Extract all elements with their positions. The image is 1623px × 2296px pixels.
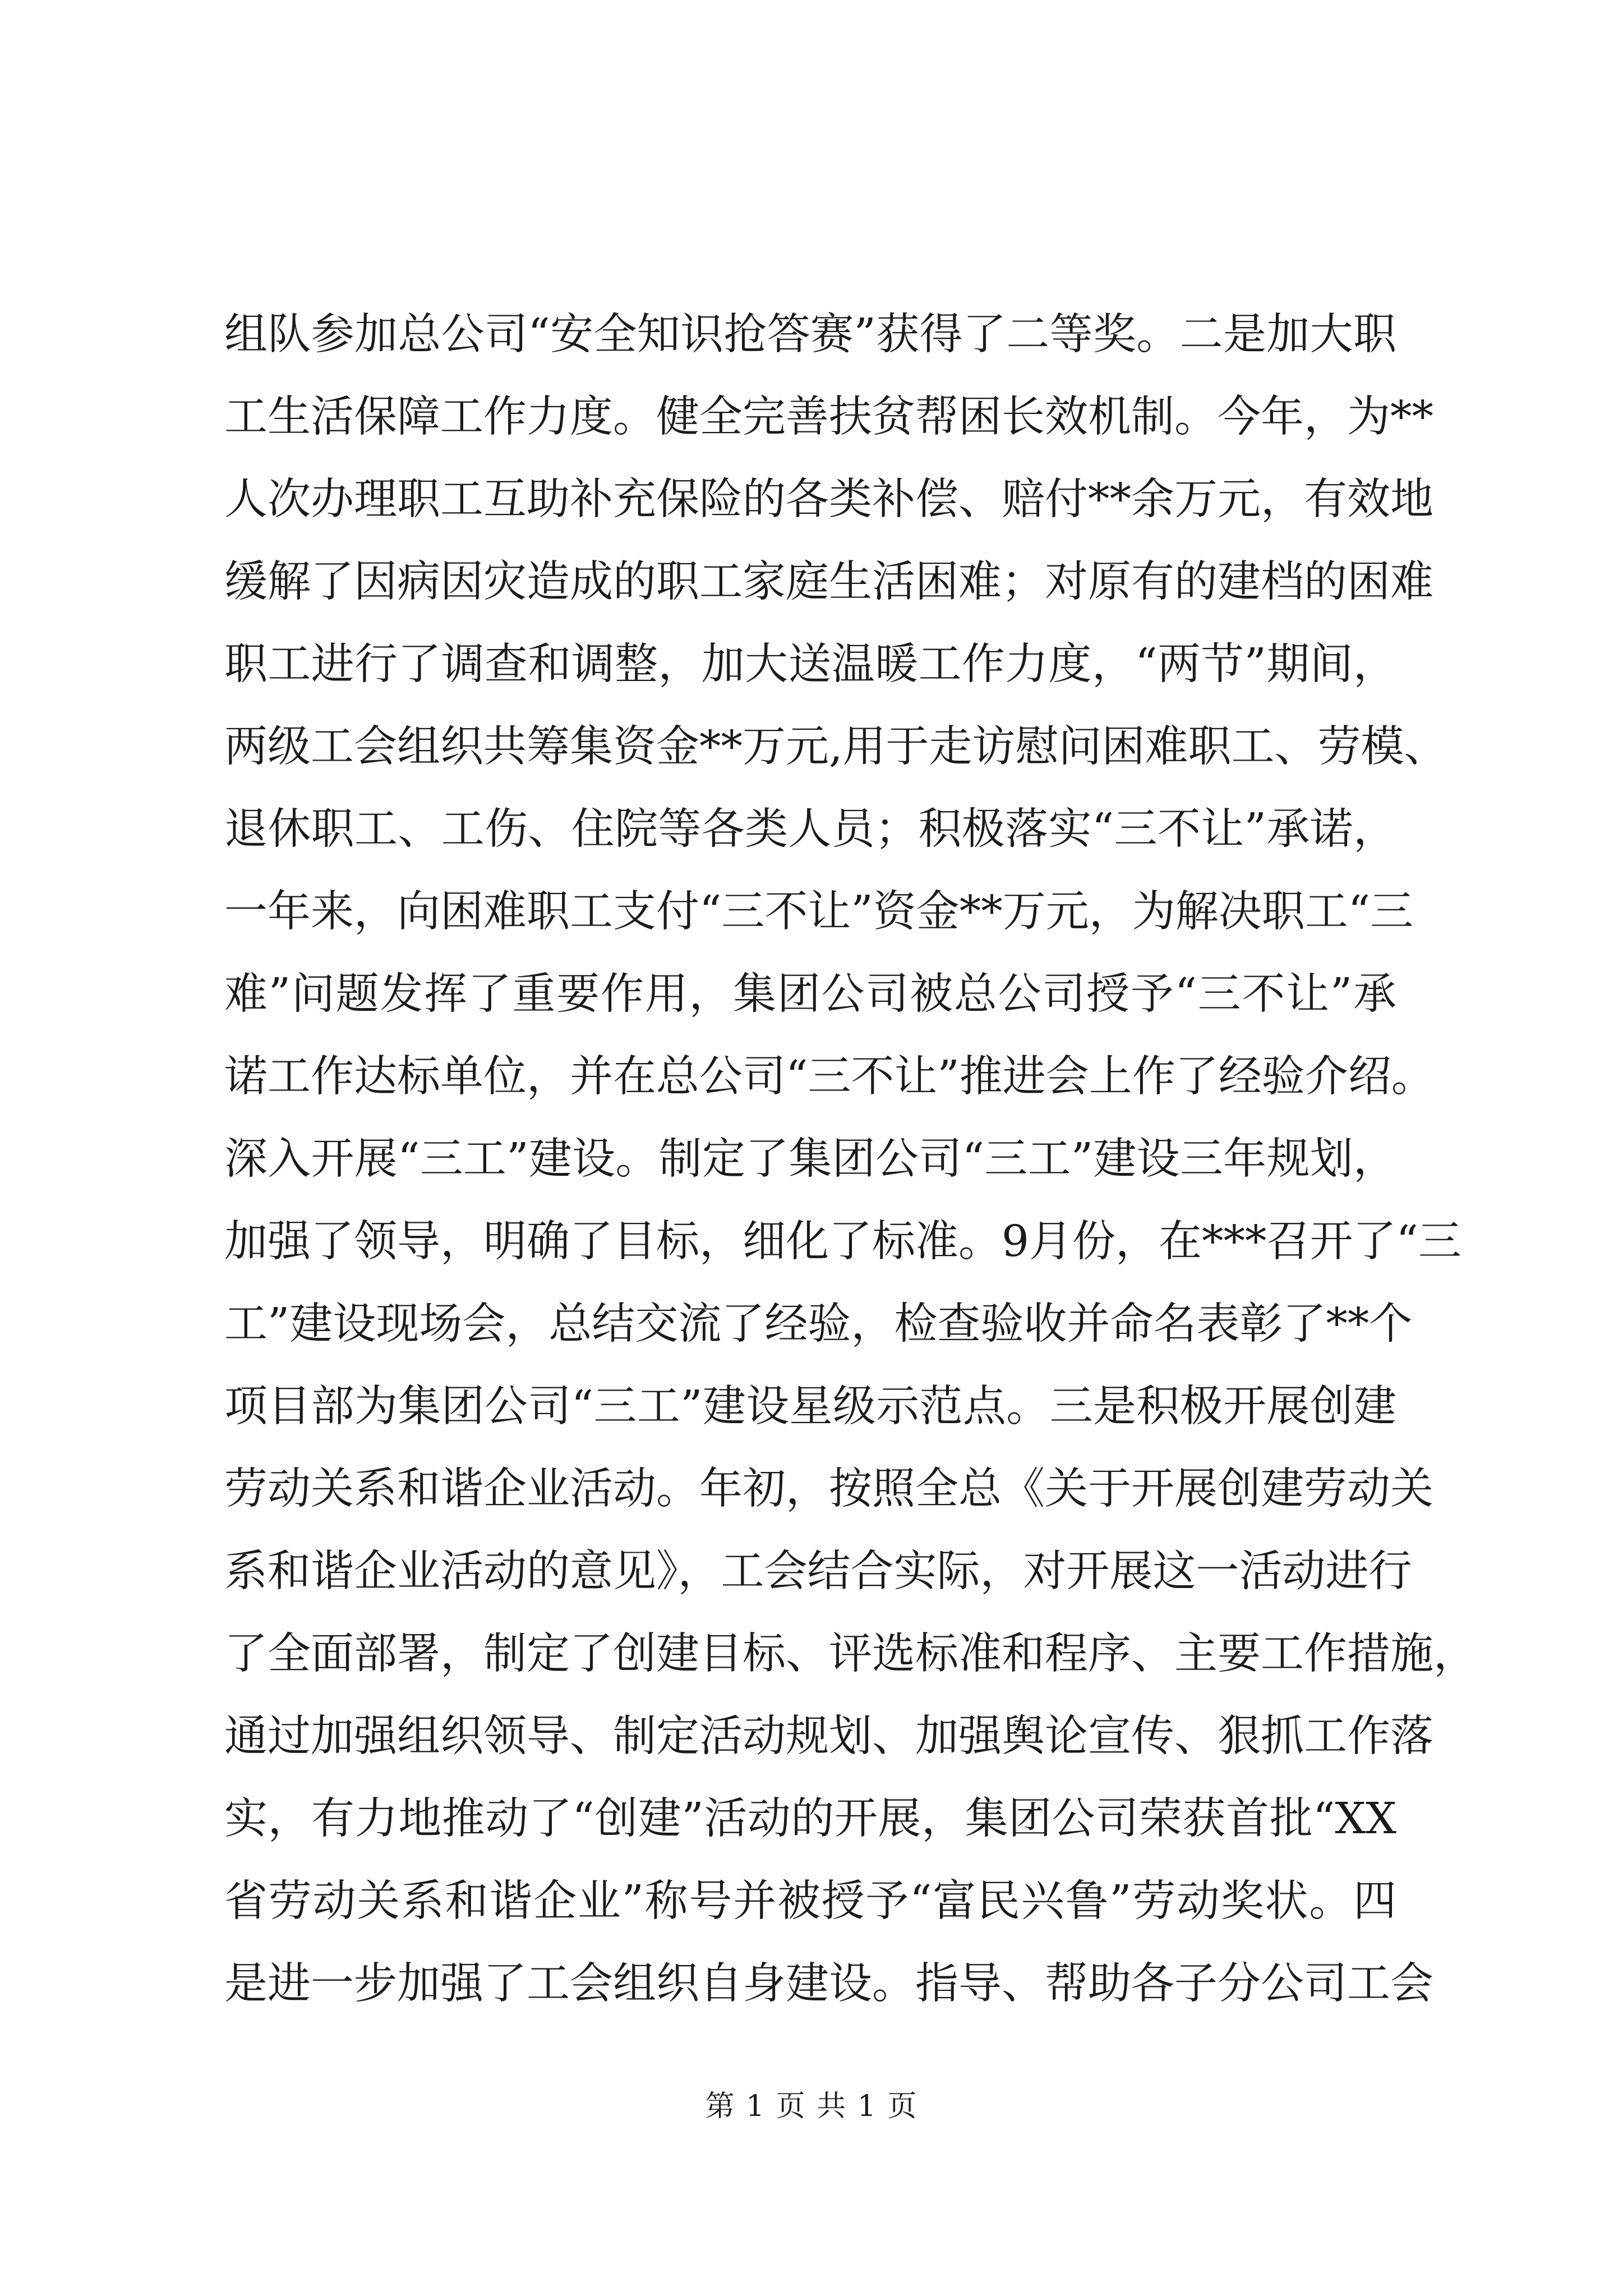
text-line: 职工进行了调查和调整，加大送温暖工作力度，“两节”期间， <box>224 639 1396 689</box>
text-line: 省劳动关系和谐企业”称号并被授予“富民兴鲁”劳动奖状。四 <box>224 1876 1396 1926</box>
text-line: 退休职工、工伤、住院等各类人员；积极落实“三不让”承诺， <box>224 804 1396 854</box>
text-line: 两级工会组织共筹集资金**万元,用于走访慰问困难职工、劳模、 <box>224 722 1447 772</box>
text-line: 是进一步加强了工会组织自身建设。指导、帮助各子分公司工会 <box>224 1959 1433 2009</box>
text-line: 劳动关系和谐企业活动。年初，按照全总《关于开展创建劳动关 <box>224 1464 1433 1514</box>
text-line: 系和谐企业活动的意见》，工会结合实际，对开展这一活动进行 <box>224 1547 1412 1596</box>
text-line: 缓解了因病因灾造成的职工家庭生活困难；对原有的建档的困难 <box>224 557 1433 607</box>
text-line: 项目部为集团公司“三工”建设星级示范点。三是积极开展创建 <box>224 1382 1396 1432</box>
text-line: 工生活保障工作力度。健全完善扶贫帮困长效机制。今年，为** <box>224 392 1433 442</box>
text-line: 工”建设现场会，总结交流了经验，检查验收并命名表彰了**个 <box>224 1299 1413 1349</box>
text-line: 了全面部署，制定了创建目标、评选标准和程序、主要工作措施， <box>224 1629 1477 1679</box>
text-line: 人次办理职工互助补充保险的各类补偿、赔付**余万元，有效地 <box>224 475 1433 524</box>
text-line: 组队参加总公司“安全知识抢答赛”获得了二等奖。二是加大职 <box>224 310 1396 360</box>
text-line: 实，有力地推动了“创建”活动的开展，集团公司荣获首批“XX <box>224 1794 1396 1844</box>
body-text <box>224 293 1477 2025</box>
text-line: 难”问题发挥了重要作用，集团公司被总公司授予“三不让”承 <box>224 969 1396 1019</box>
text-line: 一年来，向困难职工支付“三不让”资金**万元，为解决职工“三 <box>224 887 1414 937</box>
page-number-footer: 第 1 页 共 1 页 <box>705 2090 918 2123</box>
text-line: 诺工作达标单位，并在总公司“三不让”推进会上作了经验介绍。 <box>224 1052 1435 1102</box>
text-line: 通过加强组织领导、制定活动规划、加强舆论宣传、狠抓工作落 <box>224 1711 1433 1761</box>
text-line: 深入开展“三工”建设。制定了集团公司“三工”建设三年规划， <box>224 1134 1396 1184</box>
text-line: 加强了领导，明确了目标，细化了标准。9月份，在***召开了“三 <box>224 1217 1461 1267</box>
